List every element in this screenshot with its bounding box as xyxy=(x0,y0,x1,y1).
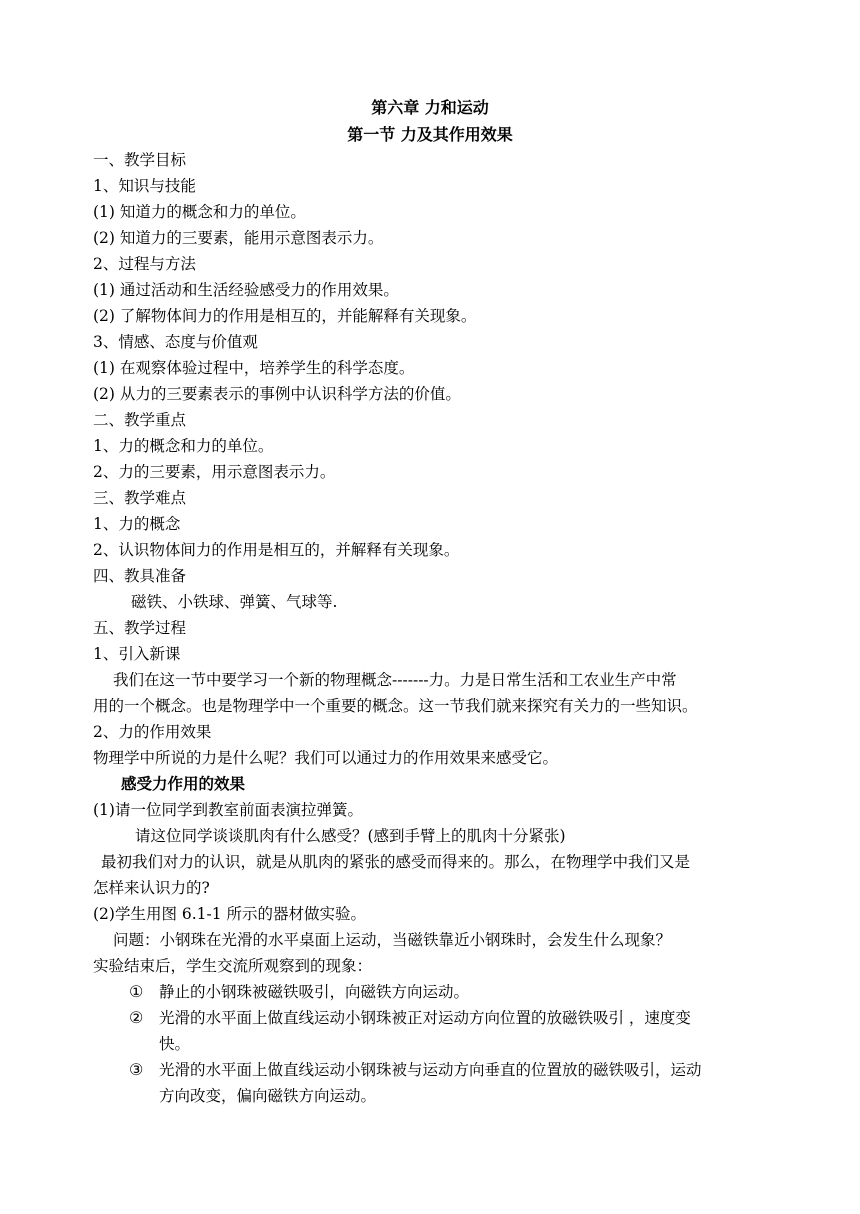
heading-teaching-process: 五、教学过程 xyxy=(93,619,187,637)
paragraph-line: 请这位同学谈谈肌肉有什么感受？(感到手臂上的肌肉十分紧张) xyxy=(135,827,566,845)
key-point-item: 2、力的三要素，用示意图表示力。 xyxy=(93,463,336,481)
subheading-attitude-values: 3、情感、态度与价值观 xyxy=(93,333,258,351)
goal-item: (2) 从力的三要素表示的事例中认识科学方法的价值。 xyxy=(93,385,461,403)
subheading-feel-force: 感受力作用的效果 xyxy=(121,774,246,793)
goal-item: (1) 在观察体验过程中，培养学生的科学态度。 xyxy=(93,359,415,377)
observation-marker: ① xyxy=(129,982,144,1001)
goal-item: (1) 知道力的概念和力的单位。 xyxy=(93,203,306,221)
observation-line: 光滑的水平面上做直线运动小钢珠被正对运动方向位置的放磁铁吸引 ，速度变 xyxy=(159,1009,691,1027)
subheading-process-method: 2、过程与方法 xyxy=(93,255,196,273)
heading-teaching-aids: 四、教具准备 xyxy=(93,567,187,585)
observation-marker: ② xyxy=(129,1008,144,1027)
activity-item: (2)学生用图 6.1-1 所示的器材做实验。 xyxy=(93,905,367,923)
paragraph-line: 怎样来认识力的? xyxy=(93,879,210,897)
difficulty-item: 2、认识物体间力的作用是相互的，并解释有关现象。 xyxy=(93,541,460,559)
section-title: 第一节 力及其作用效果 xyxy=(347,125,513,144)
heading-teaching-goals: 一、教学目标 xyxy=(93,151,187,169)
goal-item: (1) 通过活动和生活经验感受力的作用效果。 xyxy=(93,281,399,299)
paragraph-line: 我们在这一节中要学习一个新的物理概念-------力。力是日常生活和工农业生产中常 xyxy=(113,671,677,689)
key-point-item: 1、力的概念和力的单位。 xyxy=(93,437,274,455)
subheading-knowledge-skills: 1、知识与技能 xyxy=(93,177,196,195)
heading-key-points: 二、教学重点 xyxy=(93,411,187,429)
observation-line: 光滑的水平面上做直线运动小钢珠被与运动方向垂直的位置放的磁铁吸引，运动 xyxy=(159,1061,702,1079)
activity-item: (1)请一位同学到教室前面表演拉弹簧。 xyxy=(93,801,363,819)
chapter-title: 第六章 力和运动 xyxy=(371,98,489,117)
heading-difficulties: 三、教学难点 xyxy=(93,489,187,507)
observation-line: 快。 xyxy=(159,1035,191,1053)
teaching-aids-list: 磁铁、小铁球、弹簧、气球等. xyxy=(131,593,338,611)
paragraph-line: 用的一个概念。也是物理学中一个重要的概念。这一节我们就来探究有关力的一些知识。 xyxy=(93,697,698,715)
observation-marker: ③ xyxy=(129,1060,144,1079)
observation-line: 静止的小钢珠被磁铁吸引，向磁铁方向运动。 xyxy=(159,983,470,1001)
paragraph-line: 最初我们对力的认识，就是从肌肉的紧张的感受而得来的。那么，在物理学中我们又是 xyxy=(101,853,691,871)
subheading-introduction: 1、引入新课 xyxy=(93,645,181,663)
paragraph-line: 实验结束后，学生交流所观察到的现象： xyxy=(93,957,373,975)
paragraph-line: 物理学中所说的力是什么呢？我们可以通过力的作用效果来感受它。 xyxy=(93,749,559,767)
subheading-force-effects: 2、力的作用效果 xyxy=(93,723,212,741)
question-line: 问题：小钢珠在光滑的水平桌面上运动，当磁铁靠近小钢珠时，会发生什么现象？ xyxy=(113,931,672,949)
observation-line: 方向改变，偏向磁铁方向运动。 xyxy=(159,1087,377,1105)
difficulty-item: 1、力的概念 xyxy=(93,515,181,533)
goal-item: (2) 知道力的三要素，能用示意图表示力。 xyxy=(93,229,384,247)
goal-item: (2) 了解物体间力的作用是相互的，并能解释有关现象。 xyxy=(93,307,477,325)
